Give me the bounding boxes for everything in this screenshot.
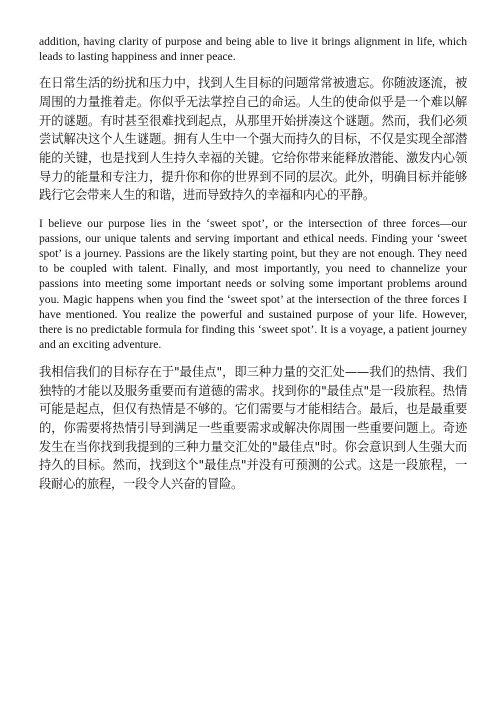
paragraph-english-1: addition, having clarity of purpose and being able to live it brings alignment in life, which leads to lasting happiness and inner peace.	[39, 35, 467, 64]
paragraph-chinese-2: 我相信我们的目标存在于"最佳点"，即三种力量的交汇处——我们的热情、我们独特的才能以及服务重要而有道德的需求。找到你的"最佳点"是一段旅程。热情可能是起点，但仅有热情是不够的。它们需要与才能相结合。最后，也是最重要的，你需要将热情引导到满足一些重要需求或解决你周围一些重要问题上。奇迹发生在当你找到我提到的三种力量交汇处的"最佳点"时。你会意识到人生强大而持久的目标。然而，找到这个"最佳点"并没有可预测的公式。这是一段旅程，一段耐心的旅程，一段令人兴奋的冒险。	[39, 364, 467, 492]
paragraph-english-2: I believe our purpose lies in the ‘sweet spot’, or the intersection of three forces—our passions, our unique talents and serving important and ethical needs. Finding your ‘sweet spot’ is a journey. Passions are the likely starting point, but they are not enough. They need to be coupled with talent. Finally, and most importantly, you need to channelize your passions into meeting some important needs or solving some important problems around you. Magic happens when you find the ‘sweet spot’ at the intersection of the three forces I have mentioned. You realize the powerful and sustained purpose of your life. However, there is no predictable formula for finding this ‘sweet spot’. It is a voyage, a patient journey and an exciting adventure.	[39, 217, 467, 351]
paragraph-spacer	[39, 64, 467, 74]
document-page	[39, 34, 467, 494]
paragraph-spacer	[39, 352, 467, 363]
paragraph-spacer	[39, 205, 467, 216]
paragraph-chinese-1: 在日常生活的纷扰和压力中，找到人生目标的问题常常被遗忘。你随波逐流，被周围的力量推着走。你似乎无法掌控自己的命运。人生的使命似乎是一个难以解开的谜题。有时甚至很难找到起点，从那里开始拼凑这个谜题。然而，我们必须尝试解决这个人生谜题。拥有人生中一个强大而持久的目标，不仅是实现全部潜能的关键，也是找到人生持久幸福的关键。它给你带来能释放潜能、激发内心领导力的能量和专注力，提升你和你的世界到不同的层次。此外，明确目标并能够践行它会带来人生的和谐，进而导致持久的幸福和内心的平静。	[39, 76, 467, 203]
